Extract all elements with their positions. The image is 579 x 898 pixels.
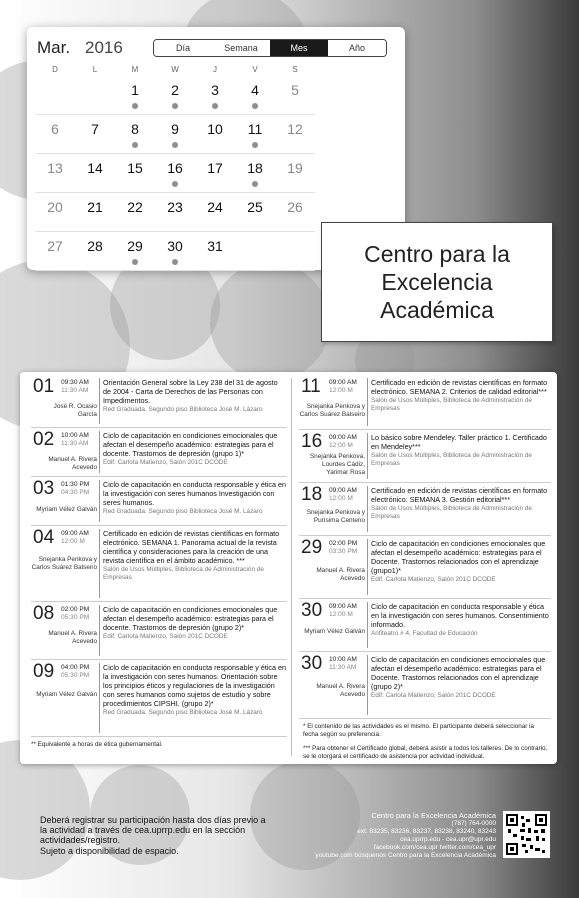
calendar-day-number: 13: [47, 160, 63, 176]
registration-line: Deberá registrar su participación hasta dos días previo a: [40, 815, 266, 825]
event-day: 08: [33, 603, 55, 624]
calendar-day-cell[interactable]: [275, 115, 315, 154]
calendar-day-cell[interactable]: [35, 154, 75, 193]
background-circle: [210, 262, 330, 382]
event-location: Salón de Usos Múltiples, Biblioteca de Administración de Empresas: [371, 452, 532, 467]
presenter-line: Snejanka Penkova y: [306, 509, 365, 516]
calendar-day-number: 6: [51, 121, 59, 137]
event-details: [367, 378, 551, 426]
calendar-day-number: 28: [87, 238, 103, 254]
registration-line: actividades/registro.: [40, 835, 121, 846]
calendar-day-number: 11: [247, 121, 263, 137]
calendar-day-number: 27: [47, 238, 63, 254]
event-date-block: [299, 539, 367, 595]
weekday-label: W: [171, 65, 179, 74]
view-year-tab[interactable]: Año: [328, 40, 386, 56]
presenter-line: Myriam Vélez Galván: [304, 628, 365, 635]
event-details: [367, 539, 551, 595]
calendar-day-cell: [235, 232, 275, 271]
title-box: [321, 222, 553, 342]
event-day: 29: [301, 537, 323, 558]
presenter-line: Manuel A. Rivera: [48, 456, 97, 463]
event-day: 03: [33, 478, 55, 499]
schedule-column-right: [299, 378, 551, 761]
event-title: Ciclo de capacitación en condiciones emocionales que afectan el desempeño académico: estrategias para el docente. Trastornos de depresión (grupo 1)*: [103, 431, 278, 458]
event-dot-icon: [132, 259, 138, 265]
event-title: Certificado en edición de revistas científicas en formato electrónico. SEMANA 1. Panorama actual de la revista científica y consideraciones para la creación de una revista científica en el ámbito académico. ***: [103, 529, 280, 565]
event-title: Orientación General sobre la Ley 238 del 31 de agosto de 2004 - Carta de Derechos de las Personas con Impedimentos.: [103, 378, 278, 405]
event-end-time: 11:30 AM: [61, 440, 89, 447]
calendar-day-cell[interactable]: [275, 76, 315, 115]
calendar-day-cell[interactable]: [115, 115, 155, 154]
schedule-column-left: [31, 378, 287, 749]
event-title: Certificado en edición de revistas científicas en formato electrónico. SEMANA 3. Gestión editorial***: [371, 486, 548, 504]
calendar-day-cell: [35, 76, 75, 115]
event-item: [299, 655, 551, 719]
calendar-day-number: 31: [207, 238, 223, 254]
calendar-day-number: 9: [171, 121, 179, 137]
presenter-line: Carlos Suárez Balseiro: [31, 564, 97, 571]
event-start-time: 09:30 AM: [61, 379, 89, 386]
event-dot-icon: [132, 142, 138, 148]
footnote-ethics: ** Equivalente a horas de ética gubernamental.: [31, 741, 163, 748]
event-presenter: [300, 403, 365, 419]
calendar-day-cell[interactable]: [155, 76, 195, 115]
event-item: [31, 431, 287, 477]
calendar-day-number: 21: [87, 199, 103, 215]
event-date-block: [31, 605, 99, 656]
calendar-day-number: 2: [171, 82, 179, 98]
event-end-time: 12:00 M: [329, 387, 353, 394]
event-details: [367, 655, 551, 715]
calendar-day-cell[interactable]: [155, 232, 195, 271]
calendar-day-number: 16: [167, 160, 183, 176]
event-title: Ciclo de capacitación en conducta responsable y ética en la investigación con seres humanos Investigación con seres humanos.: [103, 480, 286, 507]
event-dot-icon: [172, 181, 178, 187]
event-item: [299, 602, 551, 652]
calendar-month: Mar.: [37, 38, 71, 57]
calendar-day-cell[interactable]: [115, 193, 155, 232]
registration-line: Sujeto a disponibilidad de espacio.: [40, 845, 179, 856]
contact-social: facebook.com/cea.upr twitter.com/cea_upr: [373, 844, 496, 851]
schedule-panel: [20, 372, 557, 764]
event-details: [99, 529, 287, 598]
presenter-line: Acevedo: [340, 575, 365, 582]
presenter-line: Snejanka Penkova,: [309, 453, 365, 460]
calendar-day-number: 10: [207, 121, 223, 137]
contact-phone: (787) 764-0000: [451, 820, 496, 827]
calendar-day-cell[interactable]: [155, 115, 195, 154]
calendar-day-number: 20: [47, 199, 63, 215]
presenter-line: Manuel A. Rivera: [316, 567, 365, 574]
event-day: 01: [33, 376, 55, 397]
event-title: Ciclo de capacitación en condiciones emocionales que afectan el desempeño académico: estrategias para el docente. Trastornos de depresión (grupo 2)*: [103, 605, 278, 632]
qr-code-icon: [503, 811, 550, 858]
event-location: Edif. Carlota Matienzo, Salón 201C DCODE: [371, 576, 496, 583]
event-item: [299, 433, 551, 483]
event-title: Ciclo de capacitación en conducta responsable y ética en la investigación con seres humanos. Consentimiento informado.: [371, 602, 549, 629]
view-month-tab[interactable]: Mes: [270, 40, 328, 56]
event-details: [367, 433, 551, 479]
calendar-day-cell: [75, 76, 115, 115]
event-details: [99, 431, 287, 473]
contact-extensions: ext. 83235, 83236, 83237, 83238, 83240, 83243: [357, 828, 496, 835]
event-presenter: [32, 556, 97, 572]
calendar-day-cell[interactable]: [195, 232, 235, 271]
event-date-block: [31, 431, 99, 473]
event-dot-icon: [252, 103, 258, 109]
calendar-day-cell[interactable]: [195, 115, 235, 154]
event-presenter: [48, 630, 97, 646]
event-start-time: 10:00 AM: [61, 432, 89, 439]
calendar-day-cell[interactable]: [275, 193, 315, 232]
event-start-time: 09:00 AM: [329, 434, 357, 441]
registration-note: [40, 815, 280, 856]
event-item: [299, 486, 551, 536]
event-item: [31, 480, 287, 526]
calendar-day-number: 23: [167, 199, 183, 215]
event-title: Ciclo de capacitación en condiciones emocionales que afectan el desempeño académico: estrategias para el Docente. Trastornos relacionados con el aprendizaje (grupo1)*: [371, 539, 546, 575]
presenter-line: Purísima Centeno: [313, 517, 365, 524]
event-start-time: 09:00 AM: [329, 603, 357, 610]
calendar-day-number: 8: [131, 121, 139, 137]
calendar-header: [37, 35, 395, 61]
calendar-day-cell: [275, 232, 315, 271]
calendar-day-number: 15: [127, 160, 143, 176]
event-start-time: 01:30 PM: [61, 481, 90, 488]
presenter-line: Manuel A. Rivera: [48, 630, 97, 637]
event-end-time: 12:00 M: [329, 495, 353, 502]
contact-youtube: youtube.com búsquenos Centro para la Excelencia Académica: [315, 852, 496, 859]
calendar-day-cell[interactable]: [235, 115, 275, 154]
event-presenter: [310, 453, 365, 477]
event-start-time: 09:00 AM: [329, 379, 357, 386]
event-day: 02: [33, 429, 55, 450]
event-day: 04: [33, 527, 55, 548]
event-item: [299, 378, 551, 430]
event-day: 30: [301, 600, 323, 621]
event-end-time: 05:30 PM: [61, 614, 90, 621]
event-start-time: 09:00 AM: [61, 530, 89, 537]
event-location: Anfiteatro # 4, Facultad de Educación: [371, 630, 478, 637]
presenter-line: Acevedo: [72, 464, 97, 471]
event-dot-icon: [172, 103, 178, 109]
weekday-label: D: [52, 65, 58, 74]
event-presenter: [48, 456, 97, 472]
event-end-time: 11:30 AM: [61, 387, 89, 394]
column-divider: [291, 378, 292, 756]
event-location: Edif. Carlota Matienzo, Salón 201C DCODE: [371, 692, 496, 699]
event-day: 11: [301, 376, 321, 397]
event-dot-icon: [252, 142, 258, 148]
calendar-day-cell[interactable]: [235, 193, 275, 232]
calendar-day-cell[interactable]: [115, 232, 155, 271]
event-start-time: 10:00 AM: [329, 656, 357, 663]
event-start-time: 09:00 AM: [329, 487, 357, 494]
calendar-day-number: 3: [211, 82, 219, 98]
event-details: [99, 480, 287, 522]
event-dot-icon: [132, 103, 138, 109]
calendar-day-number: 26: [287, 199, 303, 215]
event-end-time: 03:30 PM: [329, 548, 358, 555]
calendar-grid: [35, 76, 315, 271]
event-location: Edif. Carlota Matienzo, Salón 201C DCODE: [103, 633, 228, 640]
event-title: Certificado en edición de revistas científicas en formato electrónico. SEMANA 2. Criterios de calidad editorial***: [371, 378, 548, 396]
calendar-day-cell[interactable]: [75, 115, 115, 154]
view-day-tab[interactable]: Día: [154, 40, 212, 56]
calendar-day-number: 22: [127, 199, 143, 215]
event-presenter: [304, 628, 365, 636]
calendar-day-cell[interactable]: [75, 193, 115, 232]
calendar-day-number: 12: [287, 121, 303, 137]
presenter-line: Snejanka Penkova y: [306, 403, 365, 410]
title-line: Excelencia: [381, 269, 493, 295]
presenter-line: Myriam Vélez Galván: [36, 691, 97, 698]
event-dot-icon: [212, 103, 218, 109]
event-presenter: [316, 567, 365, 583]
calendar-day-number: 1: [131, 82, 139, 98]
event-day: 18: [301, 484, 323, 505]
presenter-line: Manuel A. Rivera: [316, 683, 365, 690]
calendar-day-number: 14: [87, 160, 103, 176]
calendar-day-number: 17: [207, 160, 223, 176]
calendar-day-cell[interactable]: [195, 76, 235, 115]
presenter-line: Lourdes Cádiz,: [322, 461, 365, 468]
event-end-time: 04:30 PM: [61, 489, 90, 496]
footnote-certificate: *** Para obtener el Certificado global, deberá asistir a todos los talleres. De lo contrario, se le otorgará el certificado de asistencia por actividad individual.: [303, 745, 548, 760]
event-start-time: 04:00 PM: [61, 664, 90, 671]
event-item: [299, 539, 551, 599]
calendar-day-cell[interactable]: [195, 193, 235, 232]
event-day: 09: [33, 661, 55, 682]
registration-line: la actividad a través de cea.uprrp.edu en la sección: [40, 825, 246, 836]
calendar-day-number: 18: [247, 160, 263, 176]
presenter-line: Myriam Vélez Galván: [36, 506, 97, 513]
calendar-day-cell[interactable]: [155, 154, 195, 193]
footnote-content: * El contenido de las actividades es el mismo. El participante deberá seleccionar la fecha según su preferencia.: [303, 723, 535, 738]
calendar-year: 2016: [85, 38, 123, 57]
event-title: Ciclo de capacitación en conducta responsable y ética en la investigación con seres humanos. Orientación sobre los principios éticos y regulaciones de la investigación con seres humanos como sujetos de estudio y sobre procedimientos CIPSHI. (grupo 2)*: [103, 663, 286, 708]
weekday-label: J: [213, 65, 217, 74]
event-day: 16: [301, 431, 323, 452]
weekday-label: V: [252, 65, 258, 74]
weekday-header: [35, 65, 315, 74]
weekday-label: L: [92, 65, 98, 74]
calendar-day-cell[interactable]: [35, 193, 75, 232]
event-presenter: [54, 403, 97, 419]
event-end-time: 05:30 PM: [61, 672, 90, 679]
calendar-day-cell[interactable]: [115, 76, 155, 115]
calendar-day-number: 29: [127, 238, 143, 254]
event-details: [367, 602, 551, 648]
event-date-block: [299, 602, 367, 648]
calendar-day-number: 25: [247, 199, 263, 215]
event-location: Edif. Carlota Matienzo, Salón 201C DCODE: [103, 459, 228, 466]
event-presenter: [36, 691, 97, 699]
event-location: Red Graduada. Segundo piso Biblioteca José M. Lázaro: [103, 709, 263, 716]
calendar-day-cell[interactable]: [115, 154, 155, 193]
presenter-line: Snejanka Penkova y: [38, 556, 97, 563]
contact-web-email: cea.uprrp.edu - cea.upr@upr.edu: [400, 836, 496, 843]
event-date-block: [31, 663, 99, 733]
event-location: Salón de Usos Múltiples, Biblioteca de Administración de Empresas: [103, 566, 264, 581]
view-week-tab[interactable]: Semana: [212, 40, 270, 56]
event-details: [99, 378, 287, 424]
event-title: Lo básico sobre Mendeley. Taller práctico 1. Certificado en Mendeley***: [371, 433, 547, 451]
calendar-day-number: 24: [207, 199, 223, 215]
presenter-line: José R. Ocasio: [53, 403, 97, 410]
calendar-day-cell[interactable]: [75, 154, 115, 193]
presenter-line: Acevedo: [72, 638, 97, 645]
event-day: 30: [301, 653, 323, 674]
event-item: [31, 663, 287, 737]
event-presenter: [307, 509, 365, 525]
calendar-day-number: 30: [167, 238, 183, 254]
event-details: [99, 663, 287, 733]
event-location: Red Graduada. Segundo piso Biblioteca José M. Lázaro: [103, 508, 263, 515]
event-dot-icon: [252, 181, 258, 187]
event-date-block: [31, 378, 99, 424]
event-date-block: [31, 529, 99, 598]
event-date-block: [299, 486, 367, 532]
calendar-day-cell[interactable]: [275, 154, 315, 193]
calendar-day-cell[interactable]: [35, 232, 75, 271]
event-end-time: 12:00 M: [329, 611, 353, 618]
calendar-day-cell[interactable]: [155, 193, 195, 232]
event-presenter: [316, 683, 365, 699]
calendar-view-switcher: [153, 39, 387, 57]
calendar-day-cell[interactable]: [235, 154, 275, 193]
event-details: [99, 605, 287, 656]
event-start-time: 02:00 PM: [61, 606, 90, 613]
event-start-time: 02:00 PM: [329, 540, 358, 547]
calendar-day-number: 4: [251, 82, 259, 98]
presenter-line: Carlos Suárez Balseiro: [299, 411, 365, 418]
title-line: Centro para la: [364, 241, 510, 267]
calendar-day-number: 7: [91, 121, 99, 137]
contact-info: [300, 812, 496, 860]
title-line: Académica: [380, 297, 494, 323]
weekday-label: S: [292, 65, 298, 74]
presenter-line: García: [77, 411, 97, 418]
calendar-day-number: 19: [287, 160, 303, 176]
event-date-block: [299, 378, 367, 426]
calendar-day-cell[interactable]: [235, 76, 275, 115]
event-location: Salón de Usos Múltiples, Biblioteca de Administración de Empresas: [371, 397, 532, 412]
event-dot-icon: [172, 259, 178, 265]
calendar-day-cell[interactable]: [35, 115, 75, 154]
event-date-block: [31, 480, 99, 522]
calendar-day-number: 5: [291, 82, 299, 98]
event-presenter: [36, 506, 97, 514]
event-details: [367, 486, 551, 532]
event-end-time: 12:00 M: [61, 538, 85, 545]
event-end-time: 11:30 AM: [329, 664, 357, 671]
event-title: Ciclo de capacitación en condiciones emocionales que afectan el desempeño académico: estrategias para el Docente. Trastornos relacionados con el aprendizaje (grupo 2)*: [371, 655, 546, 691]
weekday-label: M: [131, 65, 139, 74]
event-item: [31, 378, 287, 428]
event-item: [31, 605, 287, 660]
event-location: Red Graduada. Segundo piso Biblioteca José M. Lázaro: [103, 406, 263, 413]
calendar-day-cell[interactable]: [75, 232, 115, 271]
event-location: Salón de Usos Múltiples, Biblioteca de Administración de Empresas: [371, 505, 532, 520]
presenter-line: Acevedo: [340, 691, 365, 698]
event-date-block: [299, 655, 367, 715]
presenter-line: Yarimar Rosa: [326, 469, 365, 476]
event-dot-icon: [172, 142, 178, 148]
event-date-block: [299, 433, 367, 479]
contact-org: Centro para la Excelencia Académica: [371, 811, 496, 820]
event-item: [31, 529, 287, 602]
calendar-day-cell[interactable]: [195, 154, 235, 193]
event-end-time: 12:00 M: [329, 442, 353, 449]
